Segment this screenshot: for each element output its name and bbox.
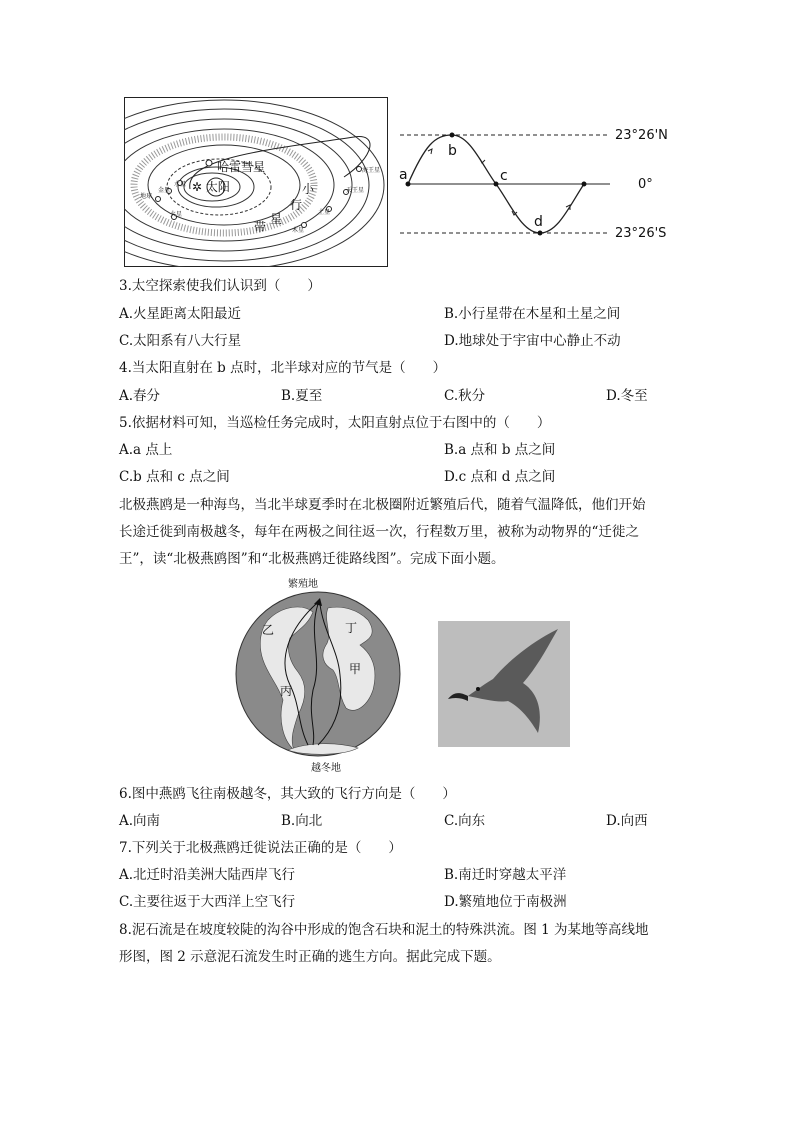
q4-stem: 4.当太阳直射在 b 点时，北半球对应的节气是（ ）	[119, 360, 447, 376]
q7-option-a: A.北迁时沿美洲大陆西岸飞行	[119, 867, 296, 883]
mars-label: 火星	[170, 211, 183, 218]
q6-option-d: D.向西	[606, 813, 648, 829]
breeding-ground-label: 繁殖地	[288, 579, 318, 590]
passage-line-1: 北极燕鸥是一种海鸟，当北半球夏季时在北极圈附近繁殖后代，随着气温降低，他们开始	[119, 497, 646, 513]
neptune-label: 海王星	[362, 167, 381, 174]
arctic-tern-photo	[438, 621, 570, 747]
q5-option-c: C.b 点和 c 点之间	[119, 469, 230, 485]
q7-option-c: C.主要往返于大西洋上空飞行	[119, 894, 296, 910]
q5-option-a: A.a 点上	[119, 442, 173, 458]
equator-label: 0°	[638, 177, 653, 192]
belt-char-2: 行	[290, 198, 303, 212]
q7-option-b: B.南迁时穿越太平洋	[444, 867, 567, 883]
globe-label-ding: 丁	[345, 621, 358, 635]
q6-option-b: B.向北	[281, 813, 323, 829]
point-a-label: a	[399, 167, 408, 183]
uranus-label: 天王星	[346, 187, 365, 194]
q5-stem: 5.依据材料可知，当巡检任务完成时，太阳直射点位于右图中的（ ）	[119, 415, 551, 431]
q3-option-c: C.太阳系有八大行星	[119, 333, 242, 349]
globe-label-yi: 乙	[262, 623, 275, 637]
globe-label-jia: 甲	[349, 662, 362, 676]
q4-option-d: D.冬至	[606, 388, 648, 404]
mercury-label: 水星	[174, 181, 187, 188]
halley-comet-label: 哈雷彗星	[217, 160, 266, 174]
q5-option-b: B.a 点和 b 点之间	[444, 442, 556, 458]
globe-label-bing: 丙	[280, 684, 293, 698]
q4-option-b: B.夏至	[281, 388, 323, 404]
q4-option-c: C.秋分	[444, 388, 486, 404]
lat-south-label: 23°26'S	[615, 226, 667, 241]
q4-option-a: A.春分	[119, 388, 161, 404]
wintering-ground-label: 越冬地	[311, 763, 341, 774]
q8-line-1: 8.泥石流是在坡度较陡的沟谷中形成的饱含石块和泥土的特殊洪流。图 1 为某地等高线地	[119, 922, 649, 938]
tern-migration-globe	[228, 590, 408, 758]
point-b-label: b	[448, 143, 457, 159]
q5-option-d: D.c 点和 d 点之间	[444, 469, 556, 485]
belt-char-4: 带	[254, 220, 267, 234]
passage-line-3: 王”，读“北极燕鸥图”和“北极燕鸥迁徙路线图”。完成下面小题。	[119, 551, 505, 567]
q7-option-d: D.繁殖地位于南极洲	[444, 894, 567, 910]
saturn-label: 土星	[318, 209, 331, 216]
belt-char-3: 星	[270, 212, 283, 226]
q6-option-c: C.向东	[444, 813, 486, 829]
venus-label: 金星	[158, 187, 171, 194]
q7-stem: 7.下列关于北极燕鸥迁徙说法正确的是（ ）	[119, 840, 402, 856]
jupiter-label: 木星	[292, 227, 305, 234]
q6-option-a: A.向南	[119, 813, 161, 829]
point-d-label: d	[534, 214, 543, 230]
q3-option-b: B.小行星带在木星和土星之间	[444, 306, 621, 322]
point-c-label: c	[500, 168, 508, 184]
q3-stem: 3.太空探索使我们认识到（ ）	[119, 278, 321, 294]
q3-option-d: D.地球处于宇宙中心静止不动	[444, 333, 621, 349]
q3-option-a: A.火星距离太阳最近	[119, 306, 242, 322]
q6-stem: 6.图中燕鸥飞往南极越冬，其大致的飞行方向是（ ）	[119, 786, 456, 802]
lat-north-label: 23°26'N	[615, 128, 668, 143]
sun-label: ✲ 太阳	[192, 180, 230, 194]
belt-char-1: 小	[302, 182, 315, 196]
earth-label: 地球	[140, 193, 153, 200]
q8-line-2: 形图，图 2 示意泥石流发生时正确的逃生方向。据此完成下题。	[119, 949, 501, 965]
passage-line-2: 长途迁徙到南极越冬，每年在两极之间往返一次，行程数万里，被称为动物界的“迁徙之	[119, 524, 639, 540]
